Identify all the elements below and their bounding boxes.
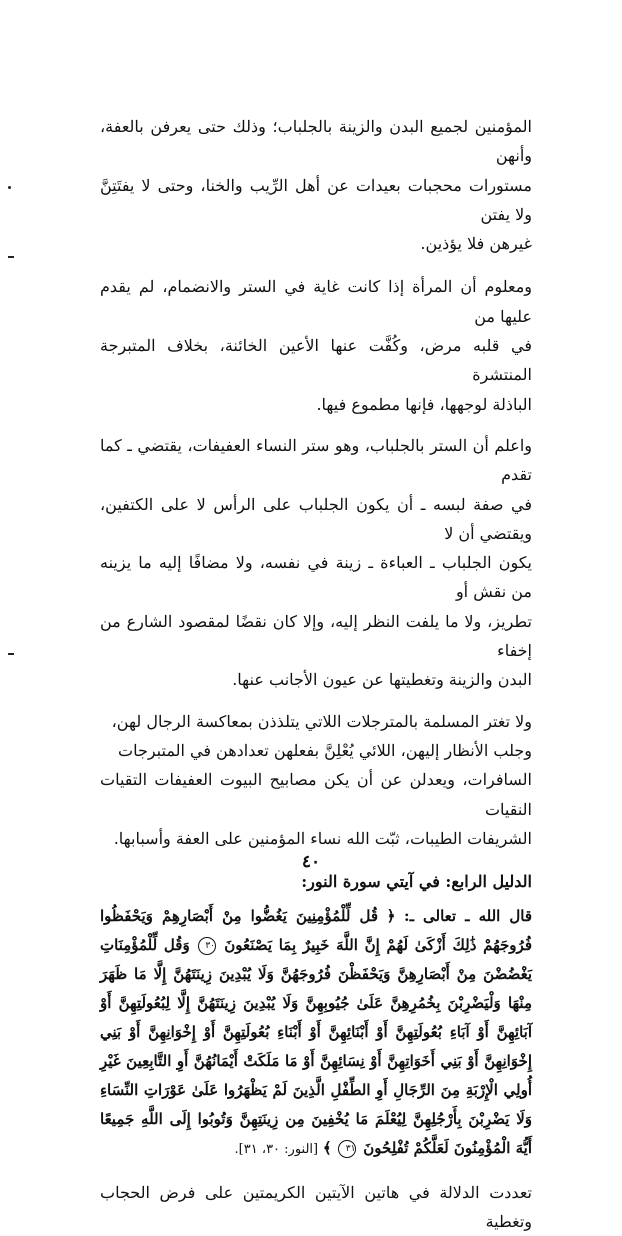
- text-line: السافرات، ويعدلن عن أن يكن مصابيح البيوت العفيفات التقيات النقيات: [100, 770, 532, 819]
- text-line: وجلب الأنظار إليهن، اللائي يُعْلِنَّ بفعلهن تعدادهن في المتبرجات: [118, 740, 532, 760]
- verse-31: وَقُل لِّلْمُؤْمِنَاتِ يَغْضُضْنَ مِنْ أَبْصَارِهِنَّ وَيَحْفَظْنَ فُرُوجَهُنَّ وَلَا يُبْدِينَ زِينَتَهُنَّ إِلَّا مَا ظَهَرَ مِنْهَا وَلْيَضْرِبْنَ بِخُمُرِهِنَّ عَلَىٰ جُيُوبِهِنَّ وَلَا يُبْدِينَ زِينَتَهُنَّ إِلَّا لِبُعُولَتِهِنَّ أَوْ آبَائِهِنَّ أَوْ آبَاءِ بُعُولَتِهِنَّ أَوْ أَبْنَائِهِنَّ أَوْ أَبْنَاءِ بُعُولَتِهِنَّ أَوْ إِخْوَانِهِنَّ أَوْ بَنِي إِخْوَانِهِنَّ أَوْ بَنِي أَخَوَاتِهِنَّ أَوْ نِسَائِهِنَّ أَوْ مَا مَلَكَتْ أَيْمَانُهُنَّ أَوِ التَّابِعِينَ غَيْرِ أُولِي الْإِرْبَةِ مِنَ الرِّجَالِ أَوِ الطِّفْلِ الَّذِينَ لَمْ يَظْهَرُوا عَلَىٰ عَوْرَاتِ النِّسَاءِ وَلَا يَضْرِبْنَ بِأَرْجُلِهِنَّ لِيُعْلَمَ مَا يُخْفِينَ مِن زِينَتِهِنَّ وَتُوبُوا إِلَى اللَّهِ جَمِيعًا أَيُّهَ الْمُؤْمِنُونَ لَعَلَّكُمْ تُفْلِحُونَ: [100, 936, 532, 1158]
- paragraph-1: [100, 112, 532, 258]
- text-line: واعلم أن الستر بالجلباب، وهو ستر النساء العفيفات، يقتضي ـ كما تقدم: [100, 435, 532, 485]
- text-line: في قلبه مرض، وكُفَّت عنها الأعين الخائنة، بخلاف المتبرجة المنتشرة: [100, 336, 532, 385]
- ayah-number-marker: ٣١: [338, 1140, 356, 1158]
- margin-dash: [8, 256, 14, 258]
- text-line: يكون الجلباب ـ العباءة ـ زينة في نفسه، ولا مضافًا إليه ما يزينه من نقش أو: [100, 553, 532, 602]
- text-line: غيرهن فلا يؤذين.: [420, 234, 532, 254]
- paragraph-2: [100, 272, 532, 418]
- page-number: ٤٠: [301, 852, 321, 872]
- text-line: تطريز، ولا ما يلفت النظر إليه، وإلا كان نقضًا لمقصود الشارع من إخفاء: [100, 611, 532, 661]
- text-line: البدن والزينة وتغطيتها عن عيون الأجانب عنها.: [232, 670, 532, 690]
- text-line: مستورات محجبات بعيدات عن أهل الرِّيب والخنا، وحتى لا يفتَتِنَّ ولا يفتن: [100, 175, 532, 224]
- verse-reference: [النور: ٣٠، ٣١].: [234, 1142, 319, 1158]
- paragraph-3: [100, 431, 532, 695]
- section-heading: الدليل الرابع: في آيتي سورة النور:: [301, 872, 532, 892]
- verse-30: قُل لِّلْمُؤْمِنِينَ يَغُضُّوا مِنْ أَبْصَارِهِمْ وَيَحْفَظُوا فُرُوجَهُمْ ذَٰلِكَ أَزْكَىٰ لَهُمْ إِنَّ اللَّهَ خَبِيرٌ بِمَا يَصْنَعُونَ: [100, 907, 532, 955]
- quran-brace-open: ﴿: [386, 907, 396, 926]
- closing-line: تعددت الدلالة في هاتين الآيتين الكريمتين على فرض الحجاب وتغطية: [100, 1183, 532, 1232]
- quran-brace-close: ﴾: [322, 1139, 332, 1158]
- text-line: في صفة لبسه ـ أن يكون الجلباب على الرأس لا على الكتفين، ويقتضي أن لا: [100, 494, 532, 543]
- text-line: ومعلوم أن المرأة إذا كانت غاية في الستر والانضمام، لم يقدم عليها من: [100, 277, 532, 326]
- ayah-number-marker: ٣٠: [198, 937, 216, 955]
- margin-dash: [8, 653, 14, 655]
- margin-dot: [8, 186, 11, 189]
- text-line: ولا تغتر المسلمة بالمترجلات اللاتي يتلذذن بمعاكسة الرجال لهن،: [111, 711, 532, 731]
- text-line: المؤمنين لجميع البدن والزينة بالجلباب؛ وذلك حتى يعرفن بالعفة، وأنهن: [100, 117, 532, 166]
- text-line: الباذلة لوجهها، فإنها مطموع فيها.: [316, 394, 532, 414]
- quran-quote: [100, 902, 532, 1164]
- quote-intro: قال الله ـ تعالى ـ:: [404, 907, 532, 926]
- paragraph-4: [100, 707, 532, 853]
- page-body: [100, 112, 532, 1236]
- text-line: الشريفات الطيبات، ثبّت الله نساء المؤمنين على العفة وأسبابها.: [113, 828, 532, 848]
